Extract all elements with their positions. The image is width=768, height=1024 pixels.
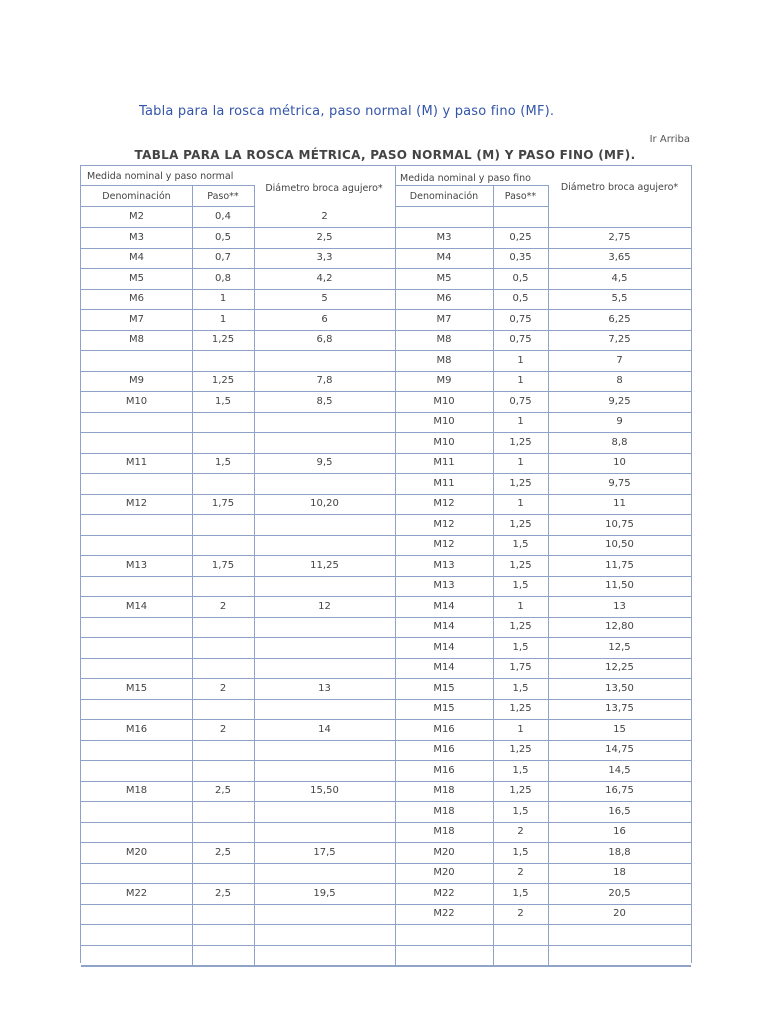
cell-paso-fino: 1 <box>517 498 524 509</box>
cell-paso-normal: 1,75 <box>211 559 235 571</box>
grid-line <box>81 822 691 823</box>
cell-denominacion-fino: M8 <box>436 354 452 366</box>
cell-diametro-fino: 13 <box>613 600 626 612</box>
cell-denominacion-fino: M6 <box>436 293 452 304</box>
cell-diametro-fino: 4,5 <box>611 272 628 284</box>
cell-diametro-fino: 2,75 <box>608 231 631 243</box>
cell-denominacion-normal: M5 <box>129 272 144 284</box>
grid-line <box>81 350 691 351</box>
cell-paso-fino: 1,25 <box>509 744 532 755</box>
cell-denominacion-fino: M13 <box>433 580 455 591</box>
cell-denominacion-normal: M3 <box>129 231 144 243</box>
grid-line <box>81 678 691 679</box>
cell-denominacion-normal: M7 <box>129 313 144 325</box>
cell-denominacion-fino: M13 <box>433 559 455 571</box>
grid-line <box>81 760 691 761</box>
cell-denominacion-normal: M12 <box>125 498 148 509</box>
cell-denominacion-fino: M11 <box>433 457 455 468</box>
cell-paso-fino: 0,75 <box>509 313 532 325</box>
cell-paso-fino: 0,25 <box>509 231 532 243</box>
cell-denominacion-fino: M11 <box>433 477 455 489</box>
cell-denominacion-normal: M8 <box>129 334 144 345</box>
grid-line <box>81 596 691 597</box>
cell-denominacion-normal: M13 <box>125 559 148 571</box>
cell-diametro-fino: 13,50 <box>605 682 634 694</box>
cell-diametro-fino: 6,25 <box>608 313 631 325</box>
cell-denominacion-fino: M14 <box>433 600 455 612</box>
cell-paso-normal: 1 <box>219 293 227 304</box>
cell-diametro-fino: 7,25 <box>608 334 631 345</box>
cell-diametro-fino: 12,25 <box>605 662 634 673</box>
cell-diametro-fino: 20,5 <box>608 887 631 899</box>
cell-denominacion-normal: M10 <box>125 395 148 407</box>
cell-diametro-normal: 2 <box>321 211 328 222</box>
cell-denominacion-fino: M9 <box>436 375 452 386</box>
cell-paso-normal: 0,8 <box>215 272 231 284</box>
cell-paso-fino: 1 <box>517 416 524 427</box>
cell-denominacion-normal: M2 <box>129 211 144 222</box>
cell-denominacion-fino: M20 <box>433 846 455 858</box>
grid-line <box>81 801 691 802</box>
cell-paso-normal: 1,5 <box>215 457 231 468</box>
cell-diametro-normal: 7,8 <box>316 375 333 386</box>
cell-diametro-fino: 10 <box>613 457 626 468</box>
grid-line <box>81 699 691 700</box>
cell-denominacion-normal: M6 <box>129 293 144 304</box>
cell-paso-fino: 0,75 <box>509 395 532 407</box>
grid-line <box>81 514 691 515</box>
cell-diametro-fino: 12,80 <box>605 621 634 632</box>
header-paso-right: Paso** <box>504 191 537 202</box>
cell-paso-fino: 1,5 <box>512 641 529 653</box>
grid-line <box>81 637 691 638</box>
grid-line <box>81 248 691 249</box>
cell-paso-normal: 2,5 <box>215 785 231 796</box>
cell-denominacion-fino: M14 <box>433 641 455 653</box>
cell-diametro-normal: 10,20 <box>310 498 339 509</box>
cell-diametro-fino: 11 <box>613 498 626 509</box>
cell-diametro-normal: 15,50 <box>310 785 339 796</box>
cell-denominacion-normal: M20 <box>125 846 148 858</box>
grid-line <box>81 391 691 392</box>
grid-line <box>81 535 691 536</box>
cell-denominacion-fino: M3 <box>436 231 452 243</box>
cell-diametro-fino: 18,8 <box>608 846 631 858</box>
cell-paso-fino: 1,25 <box>509 436 532 448</box>
cell-denominacion-fino: M22 <box>433 908 455 919</box>
cell-denominacion-normal: M16 <box>125 723 148 735</box>
grid-line <box>395 206 548 207</box>
cell-diametro-normal: 4,2 <box>316 272 333 284</box>
grid-line <box>81 289 691 290</box>
cell-diametro-fino: 11,50 <box>605 580 634 591</box>
cell-denominacion-normal: M4 <box>129 252 144 263</box>
cell-diametro-normal: 13 <box>318 682 331 694</box>
cell-denominacion-fino: M8 <box>436 334 452 345</box>
cell-diametro-fino: 10,50 <box>605 539 634 550</box>
cell-denominacion-fino: M5 <box>436 272 452 284</box>
cell-denominacion-normal: M14 <box>125 600 148 612</box>
cell-diametro-fino: 7 <box>616 354 623 366</box>
cell-denominacion-fino: M14 <box>433 621 455 632</box>
header-left-group: Medida nominal y paso normal <box>87 171 234 182</box>
cell-paso-fino: 1,5 <box>512 539 529 550</box>
cell-diametro-normal: 12 <box>318 600 331 612</box>
cell-denominacion-fino: M12 <box>433 498 455 509</box>
grid-line <box>81 945 691 946</box>
cell-diametro-fino: 16,5 <box>608 805 631 817</box>
cell-paso-fino: 1 <box>517 375 524 386</box>
cell-diametro-fino: 9,75 <box>608 477 631 489</box>
cell-diametro-normal: 8,5 <box>316 395 333 407</box>
cell-paso-fino: 1,25 <box>509 785 532 796</box>
cell-denominacion-fino: M14 <box>433 662 455 673</box>
cell-diametro-fino: 8,8 <box>611 436 628 448</box>
cell-paso-normal: 0,5 <box>215 231 231 243</box>
cell-paso-normal: 2 <box>219 682 227 694</box>
cell-diametro-normal: 11,25 <box>310 559 339 571</box>
grid-line <box>81 924 691 925</box>
cell-paso-fino: 1 <box>517 457 524 468</box>
cell-diametro-normal: 9,5 <box>316 457 333 468</box>
grid-line <box>81 966 691 967</box>
table-title: TABLA PARA LA ROSCA MÉTRICA, PASO NORMAL (M) Y PASO FINO (MF). <box>134 148 636 162</box>
cell-denominacion-normal: M11 <box>125 457 148 468</box>
cell-paso-fino: 1,25 <box>509 559 532 571</box>
grid-line <box>81 412 691 413</box>
cell-denominacion-fino: M22 <box>433 887 455 899</box>
cell-diametro-normal: 3,3 <box>316 252 333 263</box>
grid-line <box>81 432 691 433</box>
grid-line <box>81 473 691 474</box>
cell-denominacion-fino: M16 <box>433 744 455 755</box>
grid-line <box>81 555 691 556</box>
header-denominacion-left: Denominación <box>102 191 171 202</box>
cell-paso-fino: 1,5 <box>512 846 529 858</box>
cell-denominacion-fino: M4 <box>436 252 452 263</box>
cell-paso-fino: 1,25 <box>509 477 532 489</box>
cell-paso-normal: 0,7 <box>215 252 231 263</box>
header-diametro-left: Diámetro broca agujero* <box>265 183 383 194</box>
cell-denominacion-normal: M15 <box>125 682 148 694</box>
cell-denominacion-fino: M16 <box>433 723 455 735</box>
grid-line <box>81 617 691 618</box>
cell-denominacion-fino: M20 <box>433 867 455 878</box>
cell-diametro-fino: 8 <box>616 375 623 386</box>
cell-paso-fino: 1,5 <box>512 682 529 694</box>
cell-paso-fino: 1 <box>517 354 524 366</box>
cell-diametro-normal: 17,5 <box>313 846 336 858</box>
cell-paso-normal: 1 <box>219 313 227 325</box>
cell-denominacion-fino: M18 <box>433 805 455 817</box>
cell-paso-fino: 1,5 <box>512 805 529 817</box>
grid-line <box>81 268 691 269</box>
cell-diametro-fino: 14,75 <box>605 744 634 755</box>
cell-denominacion-fino: M18 <box>433 785 455 796</box>
cell-paso-fino: 0,5 <box>512 272 529 284</box>
grid-line <box>81 165 691 166</box>
cell-diametro-fino: 13,75 <box>605 703 634 714</box>
cell-denominacion-fino: M12 <box>433 539 455 550</box>
cell-paso-fino: 2 <box>517 908 524 919</box>
cell-diametro-fino: 18 <box>613 867 626 878</box>
header-right-group: Medida nominal y paso fino <box>400 173 531 184</box>
grid-line <box>81 371 691 372</box>
grid-line <box>81 576 691 577</box>
cell-denominacion-fino: M10 <box>433 416 455 427</box>
cell-paso-fino: 0,75 <box>509 334 532 345</box>
cell-paso-fino: 1,25 <box>509 703 532 714</box>
header-denominacion-right: Denominación <box>409 191 479 202</box>
cell-paso-normal: 1,25 <box>211 375 235 386</box>
cell-denominacion-fino: M18 <box>433 826 455 837</box>
grid-line <box>395 227 691 228</box>
cell-diametro-normal: 14 <box>318 723 331 735</box>
grid-line <box>81 227 395 228</box>
grid-line <box>81 206 254 207</box>
top-link[interactable]: Ir Arriba <box>649 134 690 145</box>
cell-diametro-fino: 11,75 <box>605 559 634 571</box>
cell-diametro-fino: 3,65 <box>608 252 631 263</box>
cell-paso-fino: 2 <box>517 826 524 837</box>
cell-paso-normal: 1,25 <box>211 334 235 345</box>
grid-line <box>81 185 254 186</box>
grid-line <box>395 185 548 186</box>
cell-paso-fino: 1,5 <box>512 764 529 776</box>
cell-paso-fino: 1,75 <box>509 662 532 673</box>
cell-diametro-fino: 10,75 <box>605 518 634 530</box>
cell-denominacion-fino: M15 <box>433 703 455 714</box>
cell-diametro-fino: 15 <box>613 723 626 735</box>
cell-paso-normal: 2 <box>219 600 227 612</box>
thread-table <box>80 165 692 963</box>
cell-paso-fino: 1 <box>517 723 524 735</box>
grid-line <box>81 719 691 720</box>
cell-paso-normal: 2 <box>219 723 227 735</box>
header-paso-left: Paso** <box>207 191 239 202</box>
grid-line <box>81 863 691 864</box>
grid-line <box>81 453 691 454</box>
header-diametro-right: Diámetro broca agujero* <box>560 182 679 193</box>
cell-diametro-normal: 6 <box>321 313 328 325</box>
cell-denominacion-fino: M15 <box>433 682 455 694</box>
cell-diametro-normal: 6,8 <box>316 334 333 345</box>
cell-paso-normal: 1,75 <box>211 498 235 509</box>
cell-diametro-normal: 19,5 <box>313 887 336 899</box>
grid-line <box>81 494 691 495</box>
cell-denominacion-fino: M7 <box>436 313 452 325</box>
grid-line <box>81 309 691 310</box>
cell-diametro-fino: 12,5 <box>608 641 631 653</box>
page-title: Tabla para la rosca métrica, paso normal (M) y paso fino (MF). <box>139 104 555 119</box>
cell-paso-fino: 1,5 <box>512 580 529 591</box>
cell-denominacion-normal: M22 <box>125 887 148 899</box>
grid-line <box>81 781 691 782</box>
cell-denominacion-fino: M10 <box>433 436 455 448</box>
grid-line <box>81 842 691 843</box>
cell-diametro-fino: 14,5 <box>608 764 631 776</box>
cell-diametro-fino: 16,75 <box>605 785 634 796</box>
cell-paso-fino: 0,5 <box>512 293 529 304</box>
cell-paso-fino: 2 <box>517 867 524 878</box>
cell-denominacion-normal: M9 <box>129 375 144 386</box>
cell-diametro-normal: 2,5 <box>316 231 333 243</box>
cell-paso-fino: 1 <box>517 600 524 612</box>
grid-line <box>81 658 691 659</box>
cell-denominacion-fino: M12 <box>433 518 455 530</box>
cell-diametro-fino: 5,5 <box>611 293 628 304</box>
cell-paso-fino: 0,35 <box>509 252 532 263</box>
cell-paso-fino: 1,25 <box>509 518 532 530</box>
cell-denominacion-normal: M18 <box>125 785 148 796</box>
cell-paso-normal: 2,5 <box>215 846 231 858</box>
cell-denominacion-fino: M10 <box>433 395 455 407</box>
cell-diametro-fino: 9 <box>616 416 623 427</box>
grid-line <box>81 883 691 884</box>
cell-diametro-fino: 9,25 <box>608 395 631 407</box>
cell-diametro-fino: 20 <box>613 908 626 919</box>
cell-denominacion-fino: M16 <box>433 764 455 776</box>
cell-paso-fino: 1,5 <box>512 887 529 899</box>
grid-line <box>81 330 691 331</box>
grid-line <box>81 740 691 741</box>
grid-line <box>81 904 691 905</box>
cell-paso-fino: 1,25 <box>509 621 532 632</box>
cell-diametro-normal: 5 <box>321 293 328 304</box>
cell-paso-normal: 1,5 <box>215 395 231 407</box>
cell-diametro-fino: 16 <box>613 826 626 837</box>
cell-paso-normal: 2,5 <box>215 887 231 899</box>
cell-paso-normal: 0,4 <box>215 211 231 222</box>
